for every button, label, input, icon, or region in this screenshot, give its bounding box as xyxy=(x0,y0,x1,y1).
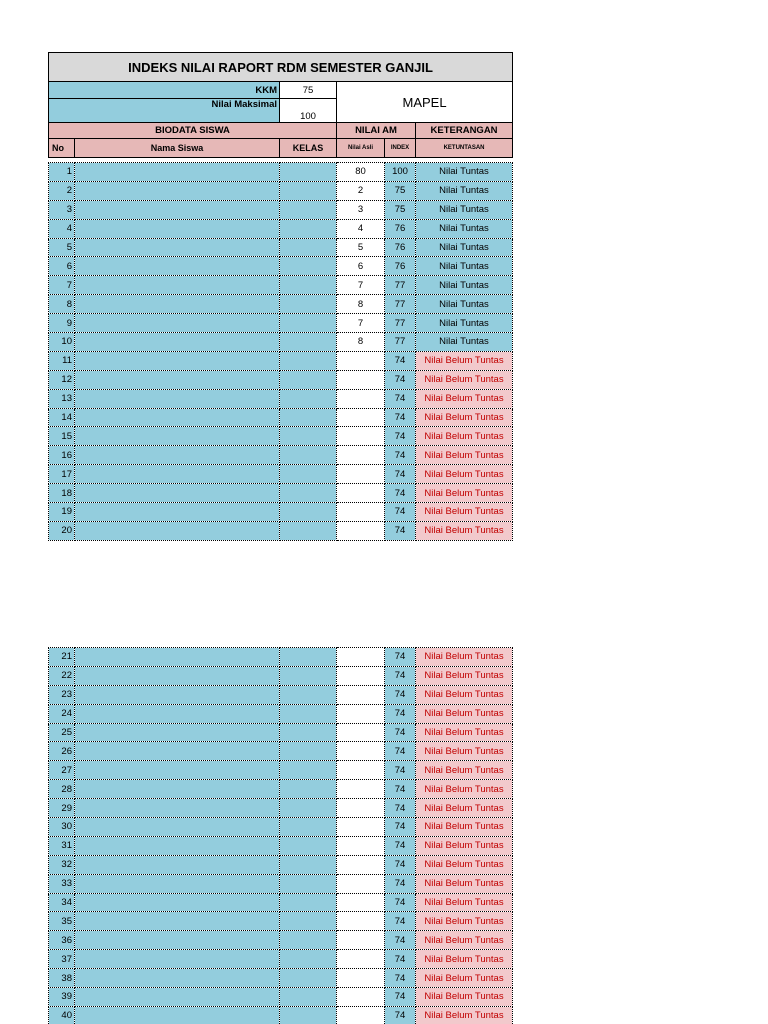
nama-siswa-cell[interactable] xyxy=(75,200,280,219)
table-row xyxy=(49,836,513,855)
col-no-header: No xyxy=(49,139,75,158)
kelas-cell[interactable] xyxy=(280,855,337,874)
table-row xyxy=(49,484,513,503)
ketuntasan-cell: Nilai Tuntas xyxy=(416,276,513,295)
index-cell: 74 xyxy=(385,836,416,855)
table-row xyxy=(49,389,513,408)
nilai-asli-cell[interactable]: 3 xyxy=(337,200,385,219)
ketuntasan-cell: Nilai Belum Tuntas xyxy=(416,503,513,522)
data-table-page-1 xyxy=(48,162,513,541)
index-cell: 74 xyxy=(385,648,416,667)
kelas-cell[interactable] xyxy=(280,761,337,780)
row-no-cell: 4 xyxy=(49,219,75,238)
nama-siswa-cell[interactable] xyxy=(75,219,280,238)
table-row xyxy=(49,855,513,874)
nama-siswa-cell[interactable] xyxy=(75,685,280,704)
table-row xyxy=(49,503,513,522)
ketuntasan-cell: Nilai Belum Tuntas xyxy=(416,1006,513,1024)
nilai-asli-cell[interactable] xyxy=(337,912,385,931)
row-no-cell: 14 xyxy=(49,408,75,427)
nilai-asli-cell[interactable] xyxy=(337,666,385,685)
ketuntasan-cell: Nilai Belum Tuntas xyxy=(416,648,513,667)
index-cell: 77 xyxy=(385,276,416,295)
kelas-cell[interactable] xyxy=(280,742,337,761)
kelas-cell[interactable] xyxy=(280,333,337,352)
table-row xyxy=(49,370,513,389)
row-no-cell: 21 xyxy=(49,648,75,667)
ketuntasan-cell: Nilai Belum Tuntas xyxy=(416,484,513,503)
row-no-cell: 37 xyxy=(49,950,75,969)
table-row xyxy=(49,931,513,950)
col-ketuntasan-header: KETUNTASAN xyxy=(416,139,513,158)
row-no-cell: 25 xyxy=(49,723,75,742)
row-no-cell: 3 xyxy=(49,200,75,219)
index-cell: 74 xyxy=(385,874,416,893)
table-row xyxy=(49,950,513,969)
row-no-cell: 17 xyxy=(49,465,75,484)
row-no-cell: 15 xyxy=(49,427,75,446)
data-table-page-2 xyxy=(48,647,513,1024)
index-cell: 74 xyxy=(385,742,416,761)
keterangan-header: KETERANGAN xyxy=(416,123,513,139)
nilai-asli-cell[interactable] xyxy=(337,351,385,370)
index-cell: 74 xyxy=(385,389,416,408)
nilai-asli-cell[interactable] xyxy=(337,723,385,742)
ketuntasan-cell: Nilai Belum Tuntas xyxy=(416,855,513,874)
nilai-asli-cell[interactable] xyxy=(337,1006,385,1024)
nama-siswa-cell[interactable] xyxy=(75,503,280,522)
nama-siswa-cell[interactable] xyxy=(75,988,280,1007)
index-cell: 77 xyxy=(385,295,416,314)
table-row xyxy=(49,200,513,219)
nilai-asli-cell[interactable] xyxy=(337,780,385,799)
kelas-cell[interactable] xyxy=(280,950,337,969)
table-row xyxy=(49,666,513,685)
table-row xyxy=(49,314,513,333)
ketuntasan-cell: Nilai Tuntas xyxy=(416,333,513,352)
table-row xyxy=(49,988,513,1007)
nilai-asli-cell[interactable] xyxy=(337,931,385,950)
index-cell: 74 xyxy=(385,988,416,1007)
table-row xyxy=(49,521,513,540)
row-no-cell: 27 xyxy=(49,761,75,780)
nilai-asli-cell[interactable] xyxy=(337,446,385,465)
nama-siswa-cell[interactable] xyxy=(75,742,280,761)
row-no-cell: 12 xyxy=(49,370,75,389)
table-row xyxy=(49,427,513,446)
ketuntasan-cell: Nilai Belum Tuntas xyxy=(416,912,513,931)
nama-siswa-cell[interactable] xyxy=(75,484,280,503)
row-no-cell: 13 xyxy=(49,389,75,408)
ketuntasan-cell: Nilai Belum Tuntas xyxy=(416,351,513,370)
index-cell: 77 xyxy=(385,314,416,333)
nama-siswa-cell[interactable] xyxy=(75,257,280,276)
table-row xyxy=(49,648,513,667)
col-kelas-header: KELAS xyxy=(280,139,337,158)
index-cell: 74 xyxy=(385,1006,416,1024)
nama-siswa-cell[interactable] xyxy=(75,163,280,182)
index-cell: 74 xyxy=(385,427,416,446)
header-table xyxy=(48,52,513,158)
row-no-cell: 32 xyxy=(49,855,75,874)
ketuntasan-cell: Nilai Belum Tuntas xyxy=(416,761,513,780)
nama-siswa-cell[interactable] xyxy=(75,276,280,295)
ketuntasan-cell: Nilai Belum Tuntas xyxy=(416,685,513,704)
row-no-cell: 28 xyxy=(49,780,75,799)
index-cell: 74 xyxy=(385,351,416,370)
nilai-asli-cell[interactable] xyxy=(337,818,385,837)
nama-siswa-cell[interactable] xyxy=(75,761,280,780)
nilai-asli-cell[interactable] xyxy=(337,648,385,667)
kelas-cell[interactable] xyxy=(280,238,337,257)
table-row xyxy=(49,333,513,352)
kelas-cell[interactable] xyxy=(280,465,337,484)
nama-siswa-cell[interactable] xyxy=(75,874,280,893)
table-row xyxy=(49,685,513,704)
table-row xyxy=(49,295,513,314)
nilai-asli-cell[interactable] xyxy=(337,761,385,780)
nama-siswa-cell[interactable] xyxy=(75,704,280,723)
table-row xyxy=(49,780,513,799)
ketuntasan-cell: Nilai Belum Tuntas xyxy=(416,427,513,446)
nilai-asli-cell[interactable] xyxy=(337,893,385,912)
ketuntasan-cell: Nilai Belum Tuntas xyxy=(416,780,513,799)
ketuntasan-cell: Nilai Belum Tuntas xyxy=(416,969,513,988)
nama-siswa-cell[interactable] xyxy=(75,969,280,988)
table-row xyxy=(49,1006,513,1024)
ketuntasan-cell: Nilai Belum Tuntas xyxy=(416,988,513,1007)
kelas-cell[interactable] xyxy=(280,427,337,446)
nilai-asli-cell[interactable] xyxy=(337,427,385,446)
nilai-am-header: NILAI AM xyxy=(337,123,416,139)
nama-siswa-cell[interactable] xyxy=(75,314,280,333)
ketuntasan-cell: Nilai Belum Tuntas xyxy=(416,818,513,837)
ketuntasan-cell: Nilai Belum Tuntas xyxy=(416,446,513,465)
nilai-asli-cell[interactable] xyxy=(337,465,385,484)
index-cell: 74 xyxy=(385,370,416,389)
nama-siswa-cell[interactable] xyxy=(75,1006,280,1024)
table-row xyxy=(49,219,513,238)
kelas-cell[interactable] xyxy=(280,521,337,540)
index-cell: 74 xyxy=(385,484,416,503)
table-row xyxy=(49,408,513,427)
kelas-cell[interactable] xyxy=(280,219,337,238)
nama-siswa-cell[interactable] xyxy=(75,370,280,389)
table-row xyxy=(49,969,513,988)
nama-siswa-cell[interactable] xyxy=(75,931,280,950)
index-cell: 74 xyxy=(385,723,416,742)
nilai-asli-cell[interactable]: 8 xyxy=(337,333,385,352)
col-nama-header: Nama Siswa xyxy=(75,139,280,158)
nilai-asli-cell[interactable] xyxy=(337,988,385,1007)
index-cell: 76 xyxy=(385,219,416,238)
row-no-cell: 6 xyxy=(49,257,75,276)
nama-siswa-cell[interactable] xyxy=(75,836,280,855)
nilai-asli-cell[interactable] xyxy=(337,370,385,389)
nama-siswa-cell[interactable] xyxy=(75,855,280,874)
index-cell: 74 xyxy=(385,704,416,723)
kelas-cell[interactable] xyxy=(280,648,337,667)
nilai-asli-cell[interactable] xyxy=(337,836,385,855)
ketuntasan-cell: Nilai Belum Tuntas xyxy=(416,742,513,761)
index-cell: 74 xyxy=(385,408,416,427)
index-cell: 74 xyxy=(385,465,416,484)
row-no-cell: 5 xyxy=(49,238,75,257)
kelas-cell[interactable] xyxy=(280,1006,337,1024)
nama-siswa-cell[interactable] xyxy=(75,893,280,912)
biodata-siswa-header: BIODATA SISWA xyxy=(49,123,337,139)
index-cell: 74 xyxy=(385,893,416,912)
nilai-asli-cell[interactable]: 7 xyxy=(337,276,385,295)
nama-siswa-cell[interactable] xyxy=(75,912,280,931)
ketuntasan-cell: Nilai Tuntas xyxy=(416,257,513,276)
ketuntasan-cell: Nilai Tuntas xyxy=(416,200,513,219)
index-cell: 76 xyxy=(385,238,416,257)
nama-siswa-cell[interactable] xyxy=(75,799,280,818)
row-no-cell: 18 xyxy=(49,484,75,503)
index-cell: 75 xyxy=(385,200,416,219)
nama-siswa-cell[interactable] xyxy=(75,723,280,742)
index-cell: 74 xyxy=(385,912,416,931)
table-row xyxy=(49,181,513,200)
row-no-cell: 11 xyxy=(49,351,75,370)
nama-siswa-cell[interactable] xyxy=(75,465,280,484)
index-cell: 74 xyxy=(385,855,416,874)
kelas-cell[interactable] xyxy=(280,988,337,1007)
nilai-asli-cell[interactable] xyxy=(337,969,385,988)
kelas-cell[interactable] xyxy=(280,704,337,723)
nilai-asli-cell[interactable] xyxy=(337,704,385,723)
ketuntasan-cell: Nilai Belum Tuntas xyxy=(416,931,513,950)
table-row xyxy=(49,257,513,276)
table-row xyxy=(49,465,513,484)
index-cell: 74 xyxy=(385,950,416,969)
kelas-cell[interactable] xyxy=(280,503,337,522)
row-no-cell: 24 xyxy=(49,704,75,723)
kelas-cell[interactable] xyxy=(280,893,337,912)
row-no-cell: 20 xyxy=(49,521,75,540)
kelas-cell[interactable] xyxy=(280,181,337,200)
row-no-cell: 31 xyxy=(49,836,75,855)
nama-siswa-cell[interactable] xyxy=(75,666,280,685)
table-row xyxy=(49,893,513,912)
table-row xyxy=(49,723,513,742)
kelas-cell[interactable] xyxy=(280,163,337,182)
row-no-cell: 29 xyxy=(49,799,75,818)
table-row xyxy=(49,163,513,182)
index-cell: 74 xyxy=(385,761,416,780)
kelas-cell[interactable] xyxy=(280,314,337,333)
ketuntasan-cell: Nilai Belum Tuntas xyxy=(416,836,513,855)
ketuntasan-cell: Nilai Belum Tuntas xyxy=(416,950,513,969)
ketuntasan-cell: Nilai Tuntas xyxy=(416,238,513,257)
index-cell: 100 xyxy=(385,163,416,182)
index-cell: 74 xyxy=(385,931,416,950)
kelas-cell[interactable] xyxy=(280,446,337,465)
nama-siswa-cell[interactable] xyxy=(75,446,280,465)
nama-siswa-cell[interactable] xyxy=(75,521,280,540)
nama-siswa-cell[interactable] xyxy=(75,181,280,200)
row-no-cell: 36 xyxy=(49,931,75,950)
row-no-cell: 40 xyxy=(49,1006,75,1024)
ketuntasan-cell: Nilai Belum Tuntas xyxy=(416,370,513,389)
kelas-cell[interactable] xyxy=(280,295,337,314)
table-row xyxy=(49,912,513,931)
nama-siswa-cell[interactable] xyxy=(75,408,280,427)
ketuntasan-cell: Nilai Tuntas xyxy=(416,314,513,333)
kelas-cell[interactable] xyxy=(280,723,337,742)
nilai-asli-cell[interactable] xyxy=(337,799,385,818)
ketuntasan-cell: Nilai Belum Tuntas xyxy=(416,465,513,484)
nama-siswa-cell[interactable] xyxy=(75,351,280,370)
nilai-asli-cell[interactable]: 7 xyxy=(337,314,385,333)
nilai-asli-cell[interactable]: 4 xyxy=(337,219,385,238)
row-no-cell: 2 xyxy=(49,181,75,200)
nilai-asli-cell[interactable] xyxy=(337,950,385,969)
col-nilai-asli-header: Nilai Asli xyxy=(337,139,385,158)
index-cell: 74 xyxy=(385,818,416,837)
kelas-cell[interactable] xyxy=(280,351,337,370)
nama-siswa-cell[interactable] xyxy=(75,950,280,969)
ketuntasan-cell: Nilai Belum Tuntas xyxy=(416,799,513,818)
table-row xyxy=(49,276,513,295)
nama-siswa-cell[interactable] xyxy=(75,389,280,408)
row-no-cell: 7 xyxy=(49,276,75,295)
table-row xyxy=(49,799,513,818)
nilai-asli-cell[interactable] xyxy=(337,389,385,408)
kelas-cell[interactable] xyxy=(280,836,337,855)
kelas-cell[interactable] xyxy=(280,685,337,704)
nilai-maksimal-label: Nilai Maksimal xyxy=(49,99,280,123)
kkm-value[interactable]: 75 xyxy=(280,82,337,99)
index-cell: 74 xyxy=(385,666,416,685)
index-cell: 75 xyxy=(385,181,416,200)
nilai-maksimal-value[interactable]: 100 xyxy=(280,99,337,123)
nilai-asli-cell[interactable] xyxy=(337,742,385,761)
ketuntasan-cell: Nilai Belum Tuntas xyxy=(416,389,513,408)
kelas-cell[interactable] xyxy=(280,969,337,988)
kelas-cell[interactable] xyxy=(280,799,337,818)
ketuntasan-cell: Nilai Belum Tuntas xyxy=(416,521,513,540)
kelas-cell[interactable] xyxy=(280,780,337,799)
kelas-cell[interactable] xyxy=(280,200,337,219)
index-cell: 77 xyxy=(385,333,416,352)
kelas-cell[interactable] xyxy=(280,912,337,931)
row-no-cell: 22 xyxy=(49,666,75,685)
row-no-cell: 35 xyxy=(49,912,75,931)
table-row xyxy=(49,874,513,893)
row-no-cell: 30 xyxy=(49,818,75,837)
nilai-asli-cell[interactable]: 6 xyxy=(337,257,385,276)
kkm-label: KKM xyxy=(49,82,280,99)
sheet-title: INDEKS NILAI RAPORT RDM SEMESTER GANJIL xyxy=(49,53,513,82)
nilai-asli-cell[interactable]: 2 xyxy=(337,181,385,200)
nama-siswa-cell[interactable] xyxy=(75,648,280,667)
table-row xyxy=(49,351,513,370)
table-row xyxy=(49,446,513,465)
nilai-asli-cell[interactable] xyxy=(337,521,385,540)
table-row xyxy=(49,761,513,780)
nilai-asli-cell[interactable] xyxy=(337,408,385,427)
kelas-cell[interactable] xyxy=(280,408,337,427)
kelas-cell[interactable] xyxy=(280,370,337,389)
nilai-asli-cell[interactable]: 80 xyxy=(337,163,385,182)
kelas-cell[interactable] xyxy=(280,257,337,276)
table-row xyxy=(49,742,513,761)
nilai-asli-cell[interactable] xyxy=(337,855,385,874)
index-cell: 74 xyxy=(385,969,416,988)
nilai-asli-cell[interactable]: 8 xyxy=(337,295,385,314)
ketuntasan-cell: Nilai Tuntas xyxy=(416,295,513,314)
index-cell: 74 xyxy=(385,685,416,704)
ketuntasan-cell: Nilai Belum Tuntas xyxy=(416,666,513,685)
ketuntasan-cell: Nilai Tuntas xyxy=(416,219,513,238)
row-no-cell: 1 xyxy=(49,163,75,182)
row-no-cell: 9 xyxy=(49,314,75,333)
kelas-cell[interactable] xyxy=(280,818,337,837)
index-cell: 74 xyxy=(385,780,416,799)
nama-siswa-cell[interactable] xyxy=(75,818,280,837)
kelas-cell[interactable] xyxy=(280,666,337,685)
row-no-cell: 39 xyxy=(49,988,75,1007)
nama-siswa-cell[interactable] xyxy=(75,427,280,446)
index-cell: 76 xyxy=(385,257,416,276)
nama-siswa-cell[interactable] xyxy=(75,780,280,799)
nilai-asli-cell[interactable] xyxy=(337,484,385,503)
nama-siswa-cell[interactable] xyxy=(75,238,280,257)
col-index-header: INDEX xyxy=(385,139,416,158)
index-cell: 74 xyxy=(385,446,416,465)
ketuntasan-cell: Nilai Belum Tuntas xyxy=(416,874,513,893)
row-no-cell: 19 xyxy=(49,503,75,522)
ketuntasan-cell: Nilai Tuntas xyxy=(416,163,513,182)
ketuntasan-cell: Nilai Tuntas xyxy=(416,181,513,200)
nilai-asli-cell[interactable] xyxy=(337,685,385,704)
table-row xyxy=(49,238,513,257)
row-no-cell: 33 xyxy=(49,874,75,893)
nilai-asli-cell[interactable] xyxy=(337,503,385,522)
index-cell: 74 xyxy=(385,799,416,818)
row-no-cell: 8 xyxy=(49,295,75,314)
table-row xyxy=(49,704,513,723)
row-no-cell: 23 xyxy=(49,685,75,704)
nama-siswa-cell[interactable] xyxy=(75,295,280,314)
ketuntasan-cell: Nilai Belum Tuntas xyxy=(416,723,513,742)
row-no-cell: 34 xyxy=(49,893,75,912)
row-no-cell: 26 xyxy=(49,742,75,761)
mapel-cell[interactable]: MAPEL xyxy=(337,82,513,123)
nilai-asli-cell[interactable] xyxy=(337,874,385,893)
ketuntasan-cell: Nilai Belum Tuntas xyxy=(416,704,513,723)
kelas-cell[interactable] xyxy=(280,276,337,295)
nilai-asli-cell[interactable]: 5 xyxy=(337,238,385,257)
index-cell: 74 xyxy=(385,521,416,540)
kelas-cell[interactable] xyxy=(280,484,337,503)
table-row xyxy=(49,818,513,837)
kelas-cell[interactable] xyxy=(280,931,337,950)
nama-siswa-cell[interactable] xyxy=(75,333,280,352)
kelas-cell[interactable] xyxy=(280,389,337,408)
ketuntasan-cell: Nilai Belum Tuntas xyxy=(416,408,513,427)
row-no-cell: 10 xyxy=(49,333,75,352)
row-no-cell: 16 xyxy=(49,446,75,465)
kelas-cell[interactable] xyxy=(280,874,337,893)
ketuntasan-cell: Nilai Belum Tuntas xyxy=(416,893,513,912)
index-cell: 74 xyxy=(385,503,416,522)
row-no-cell: 38 xyxy=(49,969,75,988)
